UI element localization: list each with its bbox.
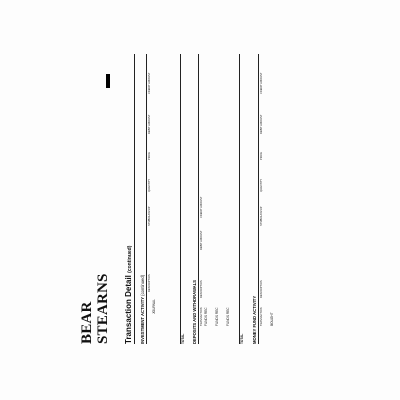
redacted-account-number — [106, 74, 110, 88]
rotated-content — [76, 48, 298, 350]
dep-col-debit: DEBIT AMOUNT — [200, 230, 203, 250]
mf-row-2-type: BOUGHT — [270, 312, 274, 326]
rotated-sheet — [76, 48, 298, 350]
mf-col-transaction: TRANSACTION — [260, 307, 263, 326]
mf-col-credit: CREDIT AMOUNT — [260, 72, 263, 94]
title-rule — [134, 54, 135, 344]
page-title-continued: (continued) — [127, 245, 133, 273]
mf-col-quantity: QUANTITY — [260, 178, 263, 192]
inv-col-description: DESCRIPTION — [148, 274, 151, 292]
dep-col-credit: CREDIT AMOUNT — [200, 196, 203, 218]
mf-col-debit: DEBIT AMOUNT — [260, 114, 263, 134]
brand-line-2: STEARNS — [95, 273, 111, 344]
page-title-text: Transaction Detail — [124, 275, 133, 344]
investment-title-continued: (continued) — [140, 274, 145, 296]
investment-title-text: INVESTMENT ACTIVITY — [140, 297, 145, 344]
mf-col-description: DESCRIPTION — [260, 280, 263, 298]
deposits-total-label: TOTAL — [240, 333, 244, 344]
mf-col-price: PRICE — [260, 152, 263, 160]
investment-section-title — [140, 275, 145, 344]
dep-row-3-type: FUNDS REC — [226, 307, 230, 326]
brand-line-1: BEAR — [79, 301, 95, 344]
dep-col-transaction: TRANSACTION — [200, 307, 203, 326]
inv-col-credit: CREDIT AMOUNT — [148, 72, 151, 94]
investment-total-label: TOTAL — [181, 333, 185, 344]
inv-row-type: JOURNAL — [152, 299, 156, 314]
mf-col-symbol: SYMBOL/CUSIP — [260, 206, 263, 226]
dep-row-2-type: FUNDS REC — [215, 307, 219, 326]
dep-row-1-type: FUNDS REC — [204, 307, 208, 326]
inv-col-quantity: QUANTITY — [148, 178, 151, 192]
inv-col-price: PRICE — [148, 152, 151, 160]
dep-col-description: DESCRIPTION — [200, 280, 203, 298]
inv-col-symbol: SYMBOL/CUSIP — [148, 206, 151, 226]
brand-logo — [80, 273, 111, 344]
deposits-section-title: DEPOSITS AND WITHDRAWALS — [192, 279, 197, 344]
money-fund-section-title: MONEY FUND ACTIVITY — [252, 295, 257, 344]
inv-col-debit: DEBIT AMOUNT — [148, 114, 151, 134]
